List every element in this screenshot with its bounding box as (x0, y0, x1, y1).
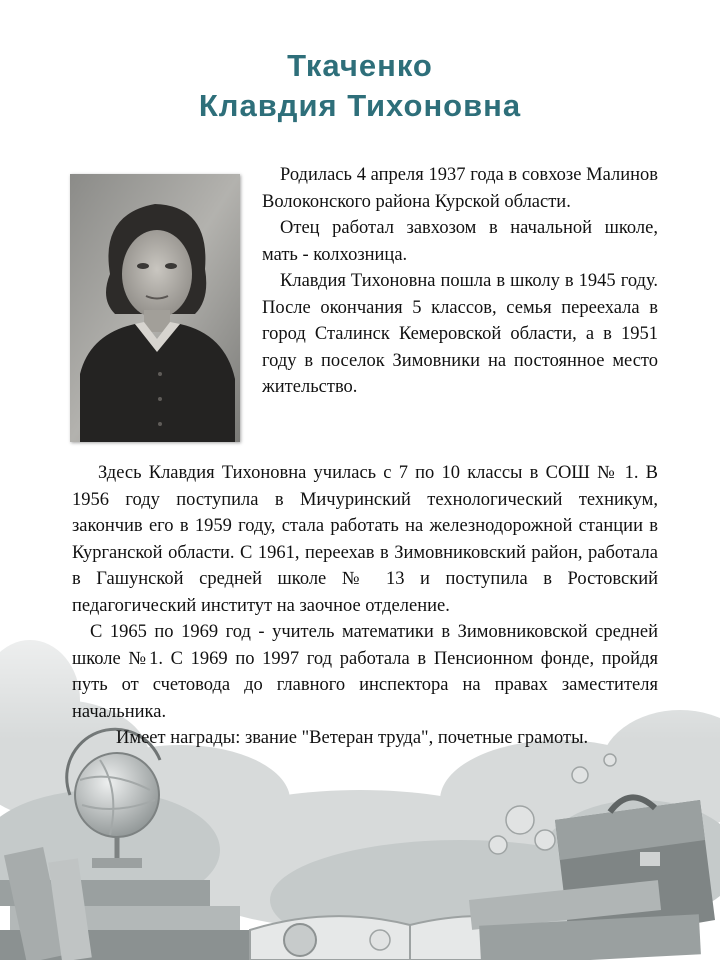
main-paragraph-awards: Имеет награды: звание "Ветеран труда", почетные грамоты. (116, 728, 589, 748)
intro-paragraph-birth: Родилась 4 апреля 1937 года в совхозе Малинов Волоконского района Курской области. (262, 165, 658, 212)
portrait-photo (70, 174, 240, 442)
main-paragraph-education: Здесь Клавдия Тихоновна училась с 7 по 10 классы в СОШ № 1. В 1956 году поступила в Мичуринский технологический техникум, закончив его в 1959 году, стала работать на железнодорожной станции в Курганской области. С 1961, переехав в Зимовниковский район, работала в Гашунской средней школе № 13 и поступила в Ростовский педагогический институт на заочное отделение. (72, 463, 658, 616)
title-name: Клавдия Тихоновна (198, 88, 522, 123)
main-paragraph-career: С 1965 по 1969 год - учитель математики в Зимовниковской средней школе №1. С 1969 по 1997 год работала в Пенсионном фонде, пройдя путь от счетовода до главного инспектора на правах заместителя начальника. (72, 622, 658, 722)
page-title (0, 46, 720, 126)
portrait-icon (70, 174, 240, 442)
main-text (72, 460, 658, 752)
intro-paragraph-school: Клавдия Тихоновна пошла в школу в 1945 году. После окончания 5 классов, семья переехала в город Сталинск Кемеровской области, а в 1951 году в поселок Зимовники на постоянное место жительство. (262, 271, 658, 397)
intro-paragraph-parents: Отец работал завхозом в начальной школе, мать - колхозница. (262, 218, 658, 265)
title-surname: Ткаченко (287, 48, 433, 83)
intro-text (262, 162, 658, 401)
